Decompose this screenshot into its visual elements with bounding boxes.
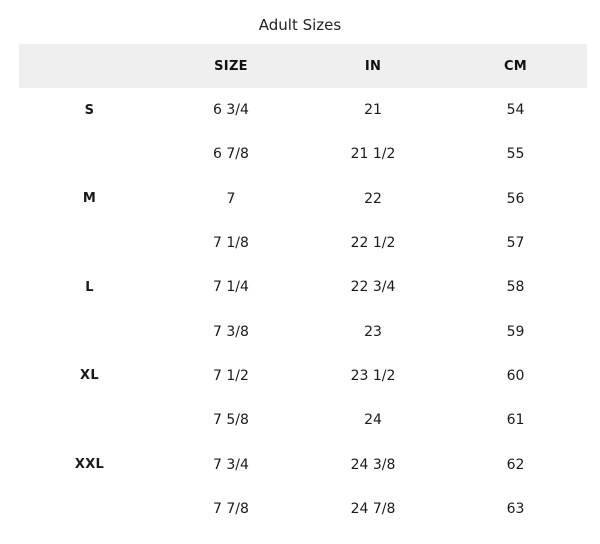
cell-size: 7 7/8 <box>213 500 249 517</box>
cell-in: 24 7/8 <box>350 500 396 517</box>
table-row <box>19 88 587 132</box>
cell-cm: 62 <box>506 456 525 473</box>
cell-cm: 60 <box>506 367 525 384</box>
table-header-row <box>19 44 587 88</box>
header-in: IN <box>302 44 444 88</box>
header-label <box>19 44 160 88</box>
table-body <box>19 88 587 531</box>
size-chart-table <box>19 44 587 531</box>
cell-in: 21 1/2 <box>350 146 396 163</box>
row-label: S <box>84 102 95 118</box>
cell-in: 22 1/2 <box>350 235 396 252</box>
row-label: M <box>82 191 97 207</box>
table-row <box>19 354 587 398</box>
cell-cm: 59 <box>506 323 525 340</box>
cell-cm: 57 <box>506 235 525 252</box>
table-row <box>19 442 587 486</box>
cell-size: 7 3/8 <box>213 323 249 340</box>
cell-cm: 61 <box>506 412 525 429</box>
cell-cm: 58 <box>506 279 525 296</box>
table-row <box>19 398 587 442</box>
row-label <box>19 309 160 353</box>
table-row <box>19 265 587 309</box>
row-label: XXL <box>74 457 105 473</box>
row-label <box>19 132 160 176</box>
table-header <box>19 44 587 88</box>
cell-cm: 54 <box>506 102 525 119</box>
table-row <box>19 221 587 265</box>
table-row <box>19 177 587 221</box>
header-size: SIZE <box>160 44 302 88</box>
cell-size: 6 3/4 <box>213 102 249 119</box>
cell-size: 7 1/8 <box>213 235 249 252</box>
cell-cm: 56 <box>506 190 525 207</box>
table-row <box>19 132 587 176</box>
cell-in: 22 3/4 <box>350 279 396 296</box>
row-label: L <box>85 279 94 295</box>
cell-in: 23 1/2 <box>350 367 396 384</box>
cell-size: 7 1/4 <box>213 279 249 296</box>
cell-size: 6 7/8 <box>213 146 249 163</box>
cell-in: 24 <box>364 412 382 429</box>
cell-cm: 55 <box>506 146 525 163</box>
cell-in: 22 <box>364 190 382 207</box>
cell-size: 7 <box>226 190 236 207</box>
row-label <box>19 221 160 265</box>
cell-cm: 63 <box>506 500 525 517</box>
cell-in: 21 <box>364 102 382 119</box>
cell-in: 23 <box>364 323 382 340</box>
row-label <box>19 398 160 442</box>
page-title: Adult Sizes <box>258 16 342 34</box>
cell-size: 7 5/8 <box>213 412 249 429</box>
row-label <box>19 487 160 531</box>
cell-in: 24 3/8 <box>350 456 396 473</box>
header-cm: CM <box>444 44 587 88</box>
table-row <box>19 487 587 531</box>
cell-size: 7 3/4 <box>213 456 249 473</box>
cell-size: 7 1/2 <box>213 367 249 384</box>
table-row <box>19 309 587 353</box>
row-label: XL <box>80 368 99 384</box>
